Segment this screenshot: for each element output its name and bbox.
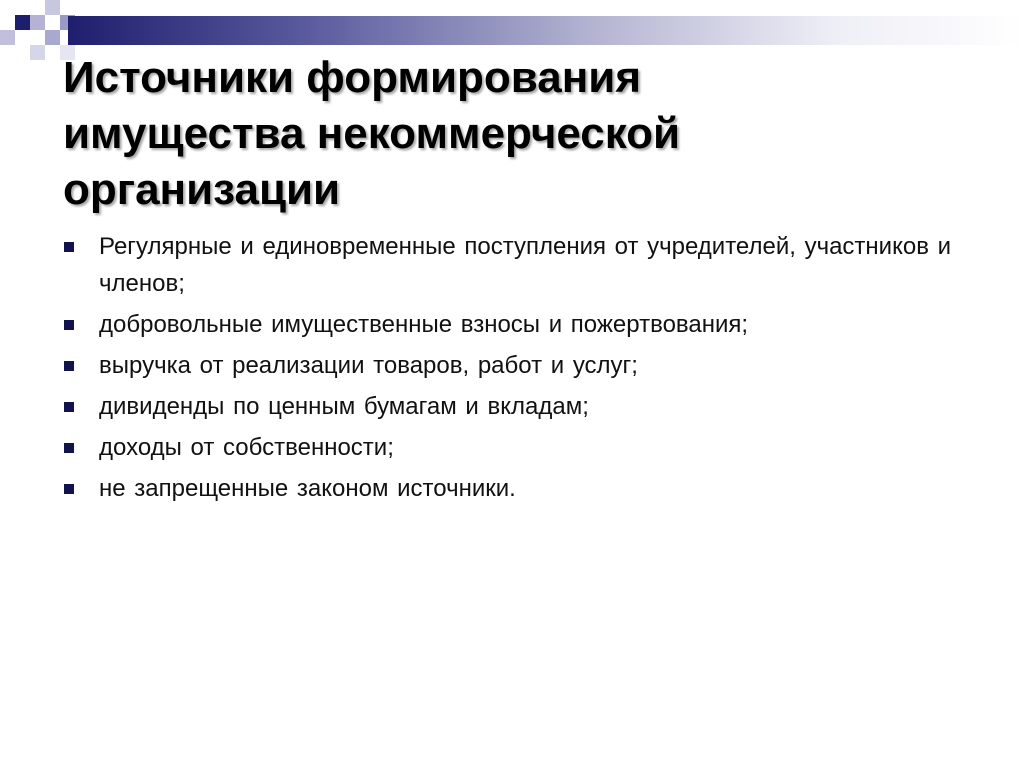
header-gradient-band (68, 16, 1024, 45)
bullet-item (62, 347, 962, 384)
bullet-text: дивиденды по ценным бумагам и вкладам; (99, 393, 589, 420)
square-bullet-icon (64, 443, 74, 453)
bullet-item (62, 306, 962, 343)
bullet-text: выручка от реализации товаров, работ и услуг; (99, 352, 638, 379)
bullet-item (62, 470, 962, 507)
bullet-text: Регулярные и единовременные поступления от учредителей, участников и членов; (99, 233, 952, 297)
square-bullet-icon (64, 484, 74, 494)
slide-title (63, 50, 963, 218)
bullet-item (62, 228, 962, 302)
bullet-item (62, 388, 962, 425)
bullet-list (62, 228, 962, 511)
title-line: имущества некоммерческой (63, 109, 681, 158)
square-bullet-icon (64, 402, 74, 412)
bullet-text: не запрещенные законом источники. (99, 475, 516, 502)
bullet-text: добровольные имущественные взносы и пожертвования; (99, 311, 749, 338)
bullet-text: доходы от собственности; (99, 434, 394, 461)
square-bullet-icon (64, 320, 74, 330)
title-line: организации (63, 165, 341, 214)
title-line: Источники формирования (63, 53, 641, 102)
bullet-item (62, 429, 962, 466)
square-bullet-icon (64, 242, 74, 252)
square-bullet-icon (64, 361, 74, 371)
